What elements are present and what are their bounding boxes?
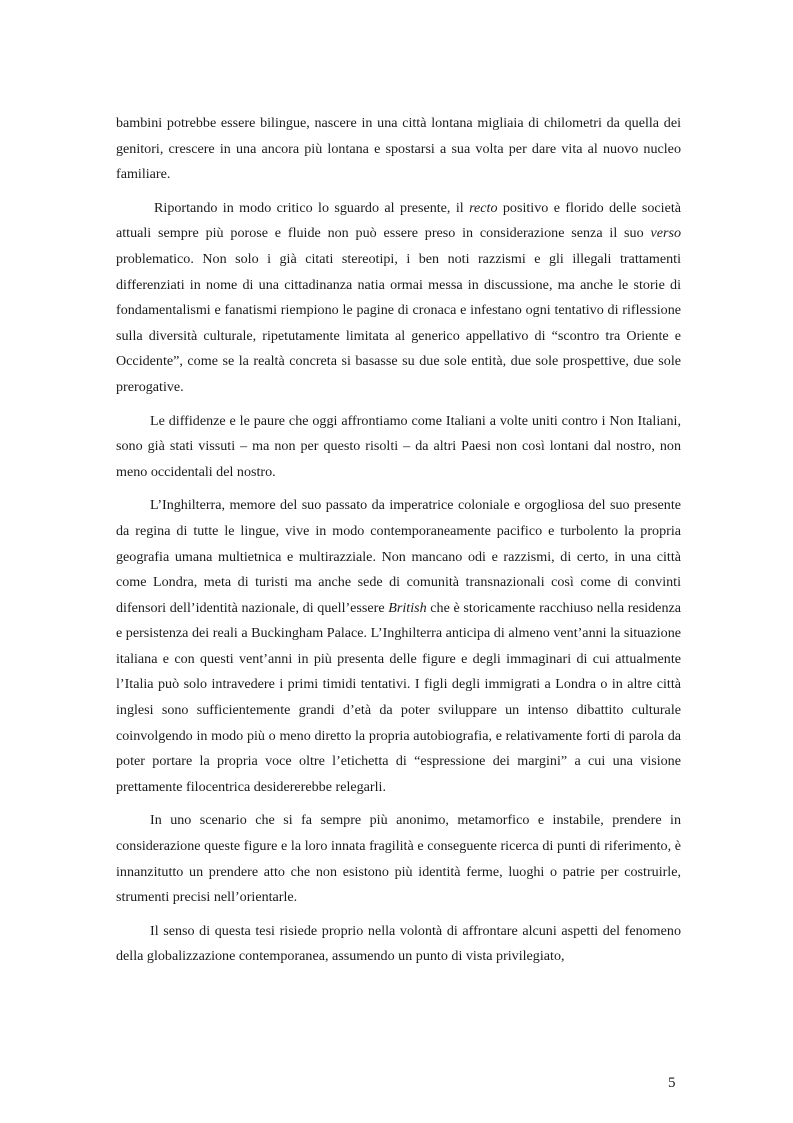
page-body xyxy=(116,111,681,978)
term-verso: verso xyxy=(650,225,681,242)
paragraph-2-text-c: problematico. Non solo i già citati stereotipi, i ben noti razzismi e gli illegali trattamenti differenziati in nome di una cittadinanza natia ormai messa in discussione, ma anche le storie di fondamentalismi e fanatismi riempiono le pagine di cronaca e infestano ogni tentativo di riflessione sulla diversità culturale, ripetutamente limitata al generico appellativo di “scontro tra Oriente e Occidente”, come se la realtà concreta si basasse su due sole entità, due sole prospettive, due sole prerogative. xyxy=(116,250,681,395)
page-number: 5 xyxy=(668,1075,676,1091)
paragraph-2-text-a: Riportando in modo critico lo sguardo al presente, il xyxy=(154,199,470,216)
paragraph-3: Le diffidenze e le paure che oggi affrontiamo come Italiani a volte uniti contro i Non Italiani, sono già stati vissuti – ma non per questo risolti – da altri Paesi non così lontani dal nostro, non meno occidentali del nostro. xyxy=(116,412,681,480)
paragraph-2-text-b: positivo e florido delle società attuali sempre più porose e fluide non può essere preso in considerazione senza il suo xyxy=(116,199,681,242)
paragraph-1: bambini potrebbe essere bilingue, nascere in una città lontana migliaia di chilometri da quella dei genitori, crescere in una ancora più lontana e spostarsi a sua volta per dare vita al nuovo nucleo familiare. xyxy=(116,115,681,183)
paragraph-4-text-a: L’Inghilterra, memore del suo passato da imperatrice coloniale e orgogliosa del suo presente da regina di tutte le lingue, vive in modo contemporaneamente pacifico e turbolento la propria geografia umana multietnica e multirazziale. Non mancano odi e razzismi, di certo, in una città come Londra, meta di turisti ma anche sede di comunità transnazionali così come di convinti difensori dell’identità nazionale, di quell’essere xyxy=(116,497,681,616)
paragraph-5: In uno scenario che si fa sempre più anonimo, metamorfico e instabile, prendere in considerazione queste figure e la loro innata fragilità e conseguente ricerca di punti di riferimento, è innanzitutto un prendere atto che non esistono più identità ferme, luoghi o patrie per costruirle, strumenti precisi nell’orientarle. xyxy=(116,812,681,906)
paragraph-4-text-b: che è storicamente racchiuso nella residenza e persistenza dei reali a Buckingham Palace. L’Inghilterra anticipa di almeno vent’anni la situazione italiana e con questi vent’anni in più presenta delle figure e degli immaginari di cui attualmente l’Italia può solo intravedere i primi timidi tentativi. I figli degli immigrati a Londra o in altre città inglesi sono sufficientemente grandi d’età da poter sviluppare un intenso dibattito culturale coinvolgendo in modo più o meno diretto la propria autobiografia, e relativamente forti di parola da poter portare la propria voce oltre l’etichetta di “espressione dei margini” a cui una visione prettamente filocentrica desidererebbe relegarli. xyxy=(116,599,681,795)
term-british: British xyxy=(388,599,427,616)
term-recto: recto xyxy=(469,199,498,216)
paragraph-4 xyxy=(116,493,681,800)
paragraph-2 xyxy=(116,196,681,401)
paragraph-6: Il senso di questa tesi risiede proprio nella volontà di affrontare alcuni aspetti del fenomeno della globalizzazione contemporanea, assumendo un punto di vista privilegiato, xyxy=(116,922,681,965)
